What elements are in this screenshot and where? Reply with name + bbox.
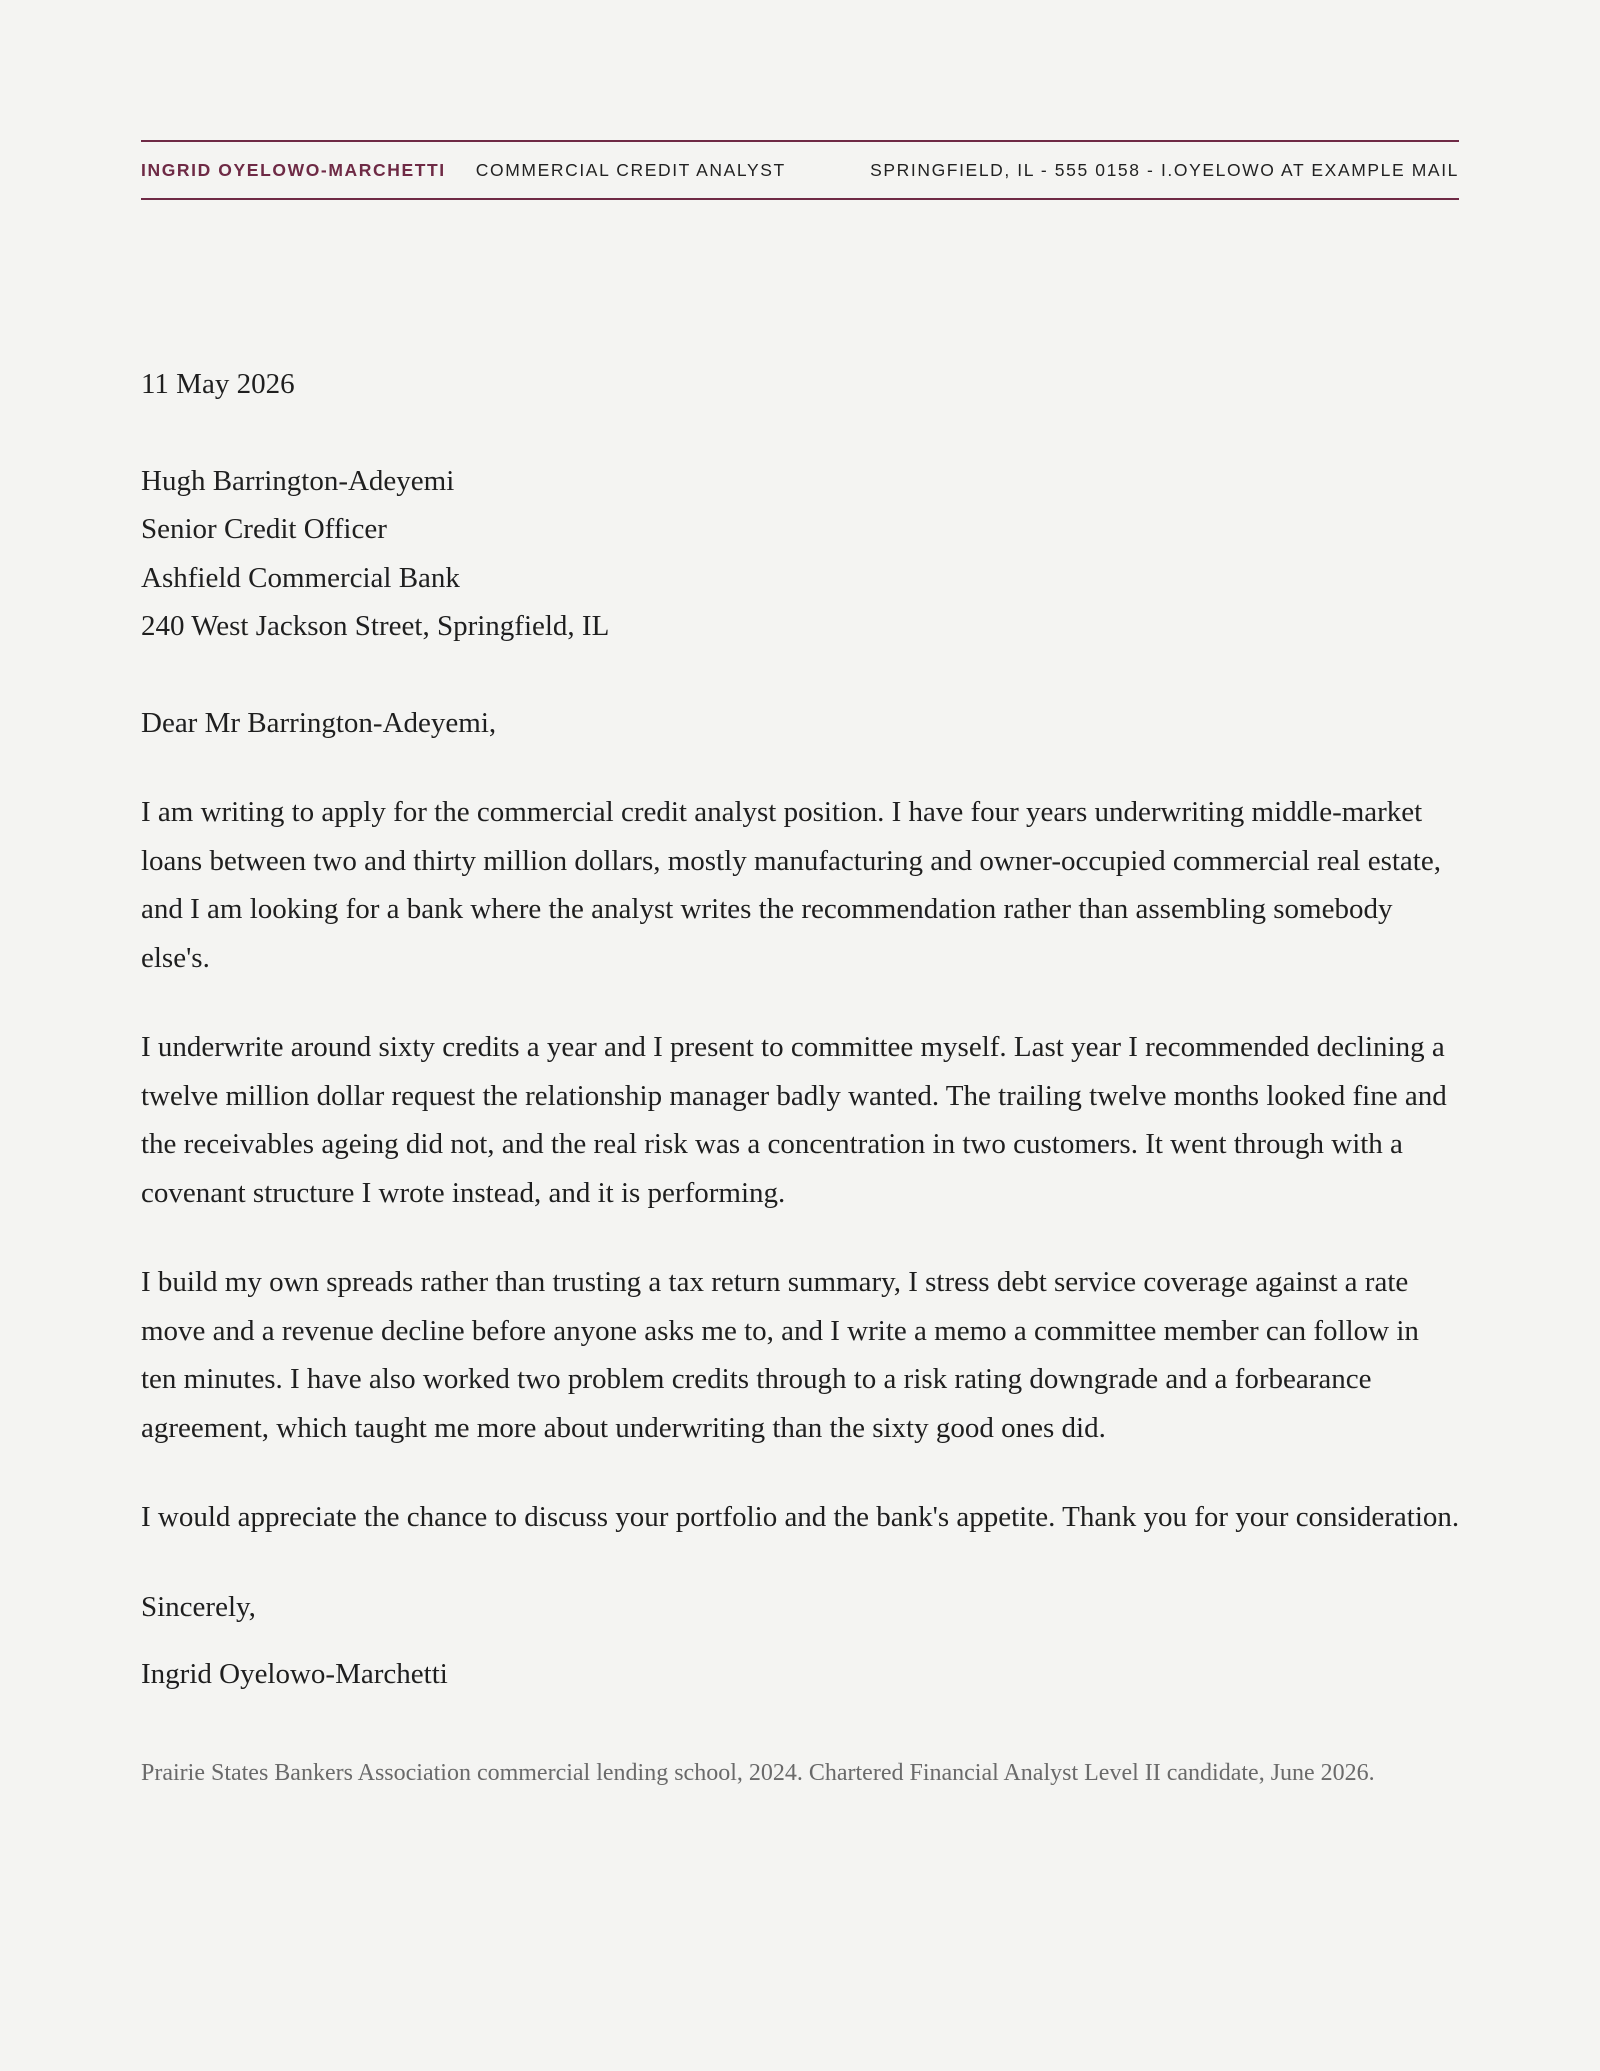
- body-paragraph-1: I am writing to apply for the commercial credit analyst position. I have four years underwriting middle-market loans between two and thirty million dollars, mostly manufacturing and owner-occupied commercial real estate, and I am looking for a bank where the analyst writes the recommendation rather than assembling somebody else's.: [141, 796, 1441, 974]
- body-paragraph-4: I would appreciate the chance to discuss your portfolio and the bank's appetite. Thank you for your consideration.: [141, 1501, 1460, 1533]
- salutation: Dear Mr Barrington-Adeyemi,: [141, 706, 497, 739]
- letter-date: 11 May 2026: [141, 368, 295, 400]
- letterhead-name: INGRID OYELOWO-MARCHETTI: [141, 159, 446, 180]
- letter-body: [141, 360, 1461, 1789]
- letterhead: [141, 140, 1459, 200]
- signature: Ingrid Oyelowo-Marchetti: [141, 1658, 448, 1690]
- recipient-organization: Ashfield Commercial Bank: [141, 561, 460, 594]
- letterhead-role: COMMERCIAL CREDIT ANALYST: [475, 159, 786, 180]
- body-paragraph-2: I underwrite around sixty credits a year and I present to committee myself. Last year I recommended declining a twelve million dollar request the relationship manager badly wanted. The trailing twelve months looked fine and the receivables ageing did not, and the real risk was a concentration in two customers. It went through with a covenant structure I wrote instead, and it is performing.: [141, 1031, 1447, 1209]
- recipient-name: Hugh Barrington-Adeyemi: [141, 464, 455, 497]
- closing: Sincerely,: [141, 1590, 256, 1623]
- letterhead-contact: SPRINGFIELD, IL - 555 0158 - I.OYELOWO AT EXAMPLE MAIL: [870, 159, 1459, 180]
- recipient-block: [141, 457, 1461, 651]
- body-paragraph-3: I build my own spreads rather than trusting a tax return summary, I stress debt service coverage against a rate move and a revenue decline before anyone asks me to, and I write a memo a committee member can follow in ten minutes. I have also worked two problem credits through to a risk rating downgrade and a forbearance agreement, which taught me more about underwriting than the sixty good ones did.: [141, 1266, 1419, 1444]
- credentials-footnote: Prairie States Bankers Association commercial lending school, 2024. Chartered Financial Analyst Level II candidate, June 2026.: [141, 1759, 1375, 1786]
- recipient-title: Senior Credit Officer: [141, 513, 387, 545]
- recipient-address: 240 West Jackson Street, Springfield, IL: [141, 610, 610, 642]
